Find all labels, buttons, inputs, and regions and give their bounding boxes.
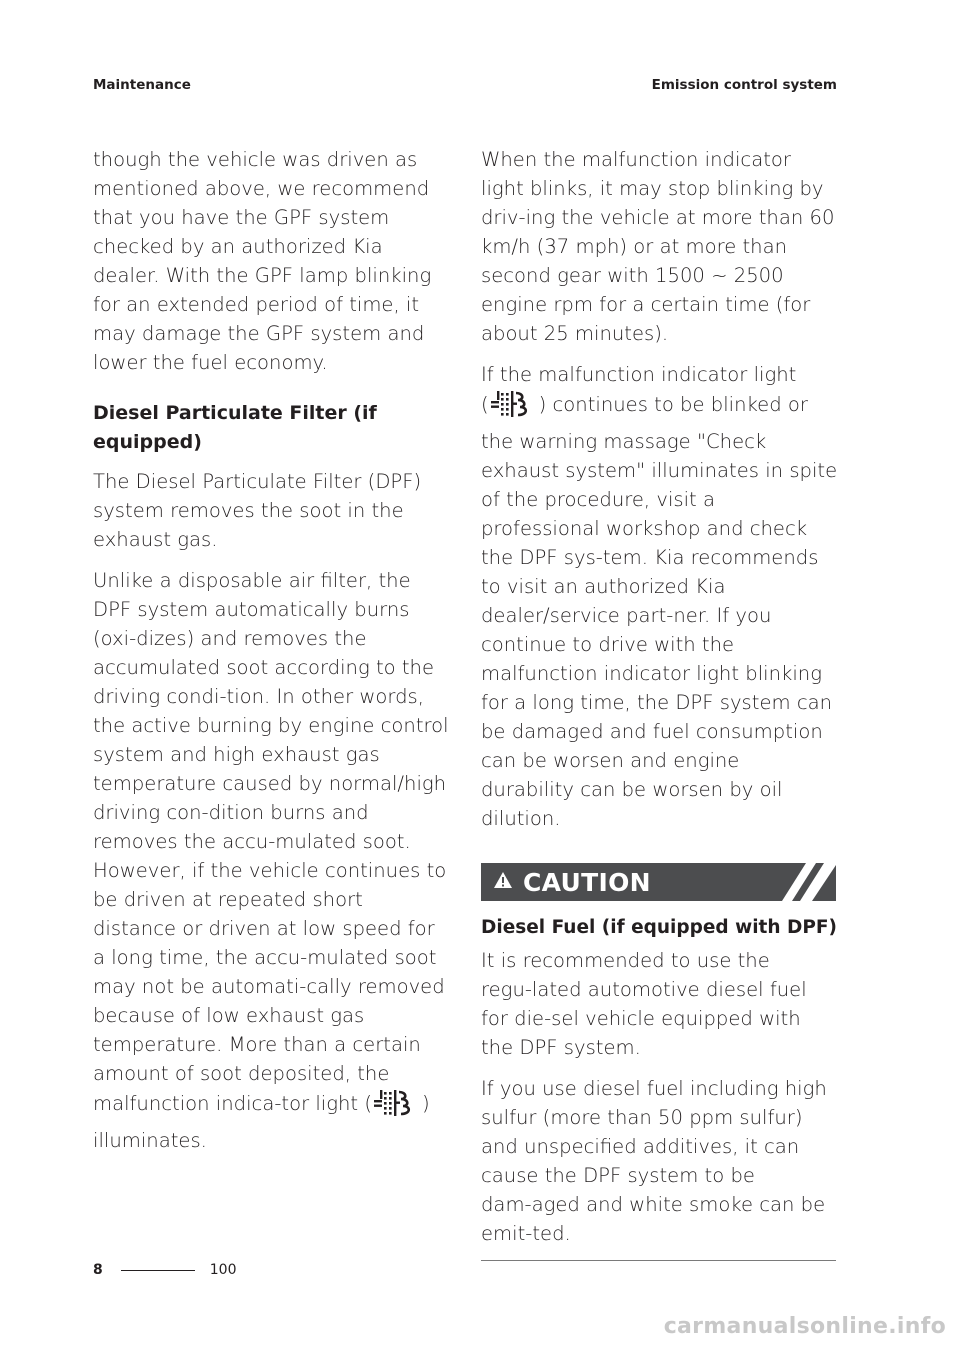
left-paragraph-3 <box>93 566 450 1155</box>
header-section-left: Maintenance <box>93 77 191 93</box>
footer-divider <box>121 1270 195 1271</box>
dpf-warning-icon <box>490 389 538 427</box>
caution-paragraph-2: If you use diesel fuel including high sulfur (more than 50 ppm sulfur) and unspecified additives, it can cause the DPF system to be dam‑aged and white smoke can be emit‑ted. <box>481 1077 827 1245</box>
right-paragraph-1: When the malfunction indicator light blinks, it may stop blinking by driv‑ing the vehicle at more than 60 km/h (37 mph) or at more than second gear with 1500 ~ 2500 engine rpm for a certain time (for about 25 minutes). <box>481 148 835 345</box>
right-paragraph-2-text: ) continues to be blinked or the warning massage "Check exhaust system" illuminates in spite of the procedure, visit a professional workshop and check the DPF sys‑tem. Kia recommends to visit an authorized Kia dealer/service part‑ner. If you continue to drive with the malfunction indicator light blinking for a long time, the DPF system can be damaged and fuel consumption can be worsen and engine durability can be worsen by oil dilution. <box>481 393 838 830</box>
left-paragraph-3-end: ) illuminates. <box>93 1092 430 1152</box>
left-paragraph-1: though the vehicle was driven as mentioned above, we recommend that you have the GPF system checked by an authorized Kia dealer. With the GPF lamp blinking for an extended period of time, it may damage the GPF system and lower the fuel economy. <box>93 148 432 374</box>
left-paragraph-3-text: Unlike a disposable air filter, the DPF system automatically burns (oxi‑dizes) and removes the accumulated soot according to the driving condi‑tion. In other words, the active burning by engine control system and high exhaust gas temperature caused by normal/high driving con‑dition burns and removes the accu‑mulated soot. However, if the vehicle continues to be driven at repeated short distance or driven at low speed for a long time, the accu‑mulated soot may not be automati‑cally removed because of low exhaust gas temperature. More than a certain amount of soot deposited, the malfunction indica‑tor light ( <box>93 569 449 1115</box>
right-paragraph-2-lead: If the malfunction indicator light <box>481 363 797 386</box>
warning-triangle-icon <box>493 871 513 893</box>
caution-paragraph-1: It is recommended to use the regu‑lated automotive diesel fuel for die‑sel vehicle equipped with the DPF system. <box>481 949 807 1059</box>
right-paragraph-2 <box>481 360 838 833</box>
caution-stripes <box>776 863 836 901</box>
page-footer <box>93 1262 236 1278</box>
page-number: 100 <box>209 1262 237 1278</box>
chapter-number: 8 <box>93 1262 103 1278</box>
caution-banner <box>481 863 836 901</box>
section-heading-dpf: Diesel Particulate Filter (if equipped) <box>93 402 377 453</box>
dpf-warning-icon <box>373 1088 421 1126</box>
left-paragraph-2: The Diesel Particulate Filter (DPF) system removes the soot in the exhaust gas. <box>93 470 422 551</box>
caution-label: CAUTION <box>523 867 651 897</box>
header-section-right: Emission control system <box>651 77 837 93</box>
right-paragraph-2-open-paren: ( <box>481 393 489 416</box>
caution-title: Diesel Fuel (if equipped with DPF) <box>481 917 837 938</box>
watermark: carmanualsonline.info <box>663 1314 946 1339</box>
right-column <box>481 145 838 1261</box>
caution-end-rule <box>481 1260 836 1261</box>
left-column <box>93 145 450 1167</box>
